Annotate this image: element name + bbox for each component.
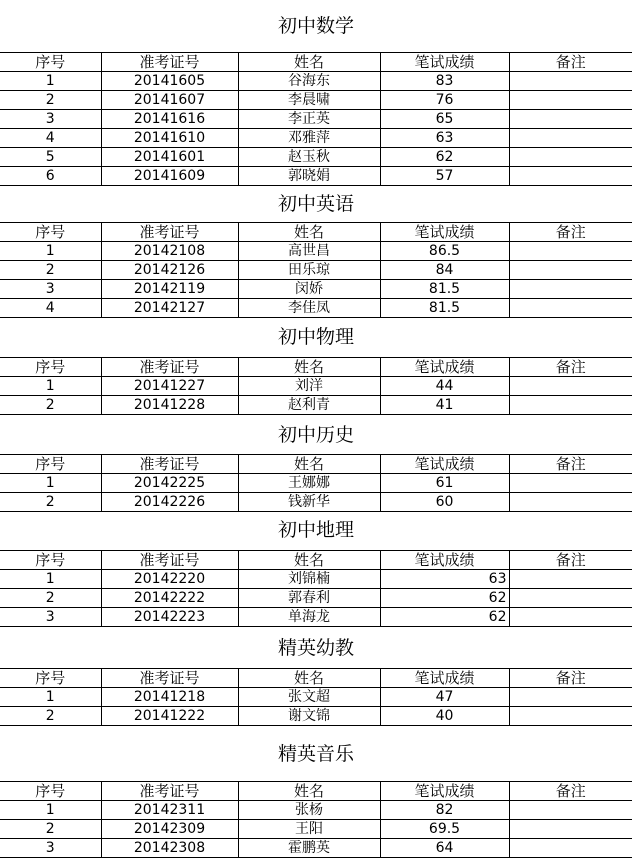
header-id: 准考证号 xyxy=(101,669,238,688)
cell-note xyxy=(509,91,632,110)
header-id: 准考证号 xyxy=(101,358,238,377)
cell-name: 刘洋 xyxy=(238,377,380,396)
table-row xyxy=(0,608,632,627)
table-row xyxy=(0,801,632,820)
table-header-row xyxy=(0,223,632,242)
table-row xyxy=(0,688,632,707)
cell-seq: 1 xyxy=(0,72,101,91)
table-row xyxy=(0,148,632,167)
cell-note xyxy=(509,377,632,396)
cell-note xyxy=(509,299,632,318)
cell-name: 刘锦楠 xyxy=(238,570,380,589)
cell-id: 20142309 xyxy=(101,820,238,839)
table-row xyxy=(0,91,632,110)
cell-note xyxy=(509,129,632,148)
cell-name: 单海龙 xyxy=(238,608,380,627)
table-header-row xyxy=(0,358,632,377)
cell-note xyxy=(509,589,632,608)
section-title-music: 精英音乐 xyxy=(277,743,354,765)
cell-id: 20142108 xyxy=(101,242,238,261)
cell-note xyxy=(509,110,632,129)
header-name: 姓名 xyxy=(238,53,380,72)
cell-id: 20142225 xyxy=(101,474,238,493)
cell-score: 41 xyxy=(380,396,509,415)
header-note: 备注 xyxy=(509,551,632,570)
cell-seq: 4 xyxy=(0,299,101,318)
header-id: 准考证号 xyxy=(101,53,238,72)
header-id: 准考证号 xyxy=(101,782,238,801)
cell-score: 44 xyxy=(380,377,509,396)
score-table-math xyxy=(0,52,632,186)
cell-note xyxy=(509,707,632,726)
cell-id: 20141616 xyxy=(101,110,238,129)
cell-id: 20141222 xyxy=(101,707,238,726)
cell-note xyxy=(509,608,632,627)
cell-seq: 3 xyxy=(0,110,101,129)
table-row xyxy=(0,707,632,726)
cell-id: 20141601 xyxy=(101,148,238,167)
cell-score: 57 xyxy=(380,167,509,186)
cell-id: 20142127 xyxy=(101,299,238,318)
cell-note xyxy=(509,72,632,91)
cell-note xyxy=(509,396,632,415)
header-seq: 序号 xyxy=(0,782,101,801)
table-row xyxy=(0,377,632,396)
cell-note xyxy=(509,242,632,261)
table-header-row xyxy=(0,455,632,474)
cell-name: 郭晓娟 xyxy=(238,167,380,186)
cell-id: 20142311 xyxy=(101,801,238,820)
header-seq: 序号 xyxy=(0,669,101,688)
cell-note xyxy=(509,820,632,839)
cell-score: 47 xyxy=(380,688,509,707)
cell-id: 20142220 xyxy=(101,570,238,589)
cell-seq: 2 xyxy=(0,589,101,608)
header-score: 笔试成绩 xyxy=(380,223,509,242)
section-title-math: 初中数学 xyxy=(277,15,354,37)
cell-name: 邓雅萍 xyxy=(238,129,380,148)
cell-score: 84 xyxy=(380,261,509,280)
cell-note xyxy=(509,280,632,299)
header-seq: 序号 xyxy=(0,455,101,474)
table-row xyxy=(0,280,632,299)
header-name: 姓名 xyxy=(238,358,380,377)
score-table-english xyxy=(0,222,632,318)
cell-score: 63 xyxy=(380,129,509,148)
cell-seq: 1 xyxy=(0,474,101,493)
header-score: 笔试成绩 xyxy=(380,53,509,72)
cell-name: 闵娇 xyxy=(238,280,380,299)
cell-name: 王阳 xyxy=(238,820,380,839)
header-seq: 序号 xyxy=(0,358,101,377)
cell-note xyxy=(509,801,632,820)
cell-seq: 2 xyxy=(0,493,101,512)
cell-seq: 2 xyxy=(0,396,101,415)
cell-score: 62 xyxy=(380,589,509,608)
cell-name: 郭春利 xyxy=(238,589,380,608)
header-id: 准考证号 xyxy=(101,551,238,570)
header-name: 姓名 xyxy=(238,669,380,688)
header-seq: 序号 xyxy=(0,551,101,570)
table-row xyxy=(0,589,632,608)
cell-name: 张杨 xyxy=(238,801,380,820)
score-table-geography xyxy=(0,550,632,627)
cell-id: 20141227 xyxy=(101,377,238,396)
table-row xyxy=(0,261,632,280)
cell-note xyxy=(509,261,632,280)
cell-id: 20141610 xyxy=(101,129,238,148)
cell-score: 62 xyxy=(380,148,509,167)
cell-note xyxy=(509,570,632,589)
cell-name: 霍鹏英 xyxy=(238,839,380,858)
header-note: 备注 xyxy=(509,53,632,72)
cell-score: 62 xyxy=(380,608,509,627)
cell-note xyxy=(509,474,632,493)
cell-seq: 3 xyxy=(0,280,101,299)
score-table-preschool xyxy=(0,668,632,726)
cell-score: 83 xyxy=(380,72,509,91)
cell-seq: 1 xyxy=(0,801,101,820)
section-title-physics: 初中物理 xyxy=(277,326,354,348)
table-row xyxy=(0,242,632,261)
cell-score: 81.5 xyxy=(380,299,509,318)
cell-score: 82 xyxy=(380,801,509,820)
cell-seq: 2 xyxy=(0,820,101,839)
cell-seq: 1 xyxy=(0,242,101,261)
table-row xyxy=(0,820,632,839)
cell-note xyxy=(509,148,632,167)
header-score: 笔试成绩 xyxy=(380,669,509,688)
cell-score: 61 xyxy=(380,474,509,493)
cell-seq: 2 xyxy=(0,91,101,110)
cell-score: 65 xyxy=(380,110,509,129)
table-row xyxy=(0,110,632,129)
section-title-geography: 初中地理 xyxy=(277,519,354,541)
cell-name: 王娜娜 xyxy=(238,474,380,493)
cell-name: 钱新华 xyxy=(238,493,380,512)
table-header-row xyxy=(0,53,632,72)
cell-seq: 3 xyxy=(0,608,101,627)
cell-note xyxy=(509,167,632,186)
table-row xyxy=(0,299,632,318)
cell-id: 20142226 xyxy=(101,493,238,512)
cell-score: 64 xyxy=(380,839,509,858)
table-header-row xyxy=(0,551,632,570)
table-row xyxy=(0,129,632,148)
cell-score: 63 xyxy=(380,570,509,589)
cell-note xyxy=(509,839,632,858)
cell-id: 20142308 xyxy=(101,839,238,858)
header-name: 姓名 xyxy=(238,223,380,242)
table-row xyxy=(0,396,632,415)
cell-seq: 2 xyxy=(0,261,101,280)
header-name: 姓名 xyxy=(238,782,380,801)
section-title-history: 初中历史 xyxy=(277,424,354,446)
cell-name: 谢文锦 xyxy=(238,707,380,726)
cell-note xyxy=(509,688,632,707)
score-table-history xyxy=(0,454,632,512)
cell-score: 76 xyxy=(380,91,509,110)
header-seq: 序号 xyxy=(0,53,101,72)
cell-seq: 2 xyxy=(0,707,101,726)
table-row xyxy=(0,167,632,186)
cell-seq: 4 xyxy=(0,129,101,148)
cell-name: 田乐琼 xyxy=(238,261,380,280)
table-header-row xyxy=(0,782,632,801)
cell-score: 81.5 xyxy=(380,280,509,299)
cell-name: 赵利青 xyxy=(238,396,380,415)
cell-id: 20142119 xyxy=(101,280,238,299)
cell-id: 20142126 xyxy=(101,261,238,280)
section-title-preschool: 精英幼教 xyxy=(277,637,354,659)
cell-name: 李佳凤 xyxy=(238,299,380,318)
cell-name: 张文超 xyxy=(238,688,380,707)
cell-id: 20141228 xyxy=(101,396,238,415)
cell-score: 86.5 xyxy=(380,242,509,261)
cell-id: 20141607 xyxy=(101,91,238,110)
cell-id: 20141605 xyxy=(101,72,238,91)
cell-name: 高世昌 xyxy=(238,242,380,261)
score-table-music xyxy=(0,781,632,858)
section-title-english: 初中英语 xyxy=(277,193,354,215)
table-row xyxy=(0,72,632,91)
header-score: 笔试成绩 xyxy=(380,358,509,377)
header-note: 备注 xyxy=(509,455,632,474)
cell-seq: 5 xyxy=(0,148,101,167)
table-header-row xyxy=(0,669,632,688)
cell-name: 谷海东 xyxy=(238,72,380,91)
cell-id: 20141218 xyxy=(101,688,238,707)
cell-score: 69.5 xyxy=(380,820,509,839)
cell-id: 20142222 xyxy=(101,589,238,608)
header-name: 姓名 xyxy=(238,551,380,570)
cell-id: 20142223 xyxy=(101,608,238,627)
score-table-physics xyxy=(0,357,632,415)
header-score: 笔试成绩 xyxy=(380,782,509,801)
cell-id: 20141609 xyxy=(101,167,238,186)
cell-seq: 1 xyxy=(0,377,101,396)
cell-seq: 6 xyxy=(0,167,101,186)
cell-score: 60 xyxy=(380,493,509,512)
table-row xyxy=(0,839,632,858)
cell-name: 赵玉秋 xyxy=(238,148,380,167)
cell-name: 李正英 xyxy=(238,110,380,129)
header-id: 准考证号 xyxy=(101,455,238,474)
header-score: 笔试成绩 xyxy=(380,551,509,570)
cell-note xyxy=(509,493,632,512)
header-seq: 序号 xyxy=(0,223,101,242)
table-row xyxy=(0,493,632,512)
header-name: 姓名 xyxy=(238,455,380,474)
header-id: 准考证号 xyxy=(101,223,238,242)
cell-seq: 1 xyxy=(0,570,101,589)
header-note: 备注 xyxy=(509,358,632,377)
header-score: 笔试成绩 xyxy=(380,455,509,474)
header-note: 备注 xyxy=(509,782,632,801)
cell-seq: 3 xyxy=(0,839,101,858)
cell-seq: 1 xyxy=(0,688,101,707)
table-row xyxy=(0,474,632,493)
header-note: 备注 xyxy=(509,223,632,242)
cell-name: 李晨啸 xyxy=(238,91,380,110)
table-row xyxy=(0,570,632,589)
header-note: 备注 xyxy=(509,669,632,688)
cell-score: 40 xyxy=(380,707,509,726)
